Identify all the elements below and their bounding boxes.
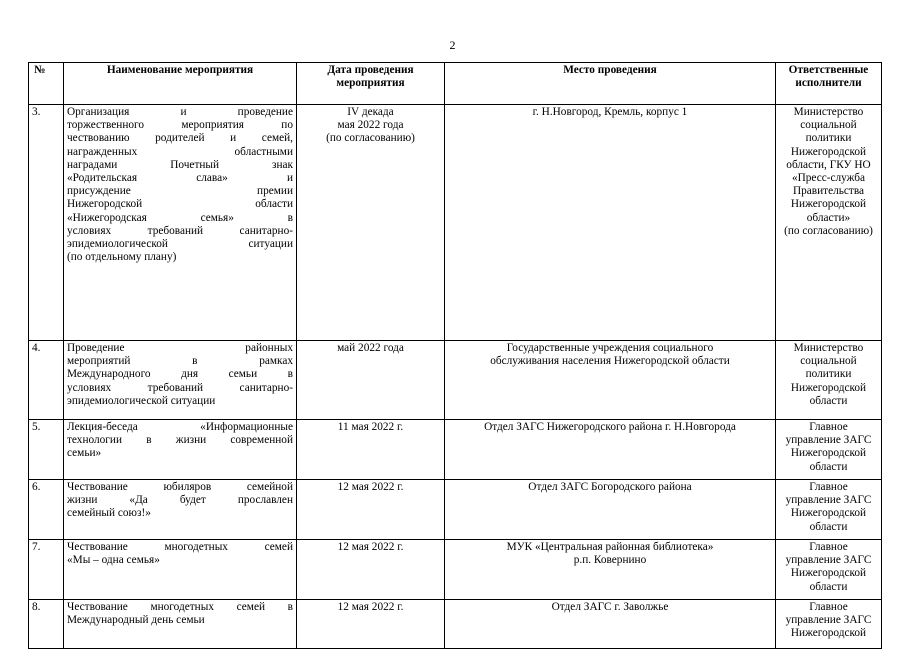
event-responsible-cell-line: Нижегородской: [790, 447, 867, 460]
table-body: [29, 105, 882, 649]
event-responsible-cell-line: социальной политики: [800, 355, 857, 381]
event-responsible-cell-line: области: [809, 394, 848, 407]
event-responsible-cell-line: управление ЗАГС: [785, 554, 872, 567]
header-responsible-line: Ответственные: [788, 64, 869, 76]
event-responsible-cell-line: Нижегородской: [790, 567, 867, 580]
event-name-cell-line: (по отдельному плану): [67, 251, 177, 264]
event-date-cell-line: 12 мая 2022 г.: [337, 601, 404, 613]
event-name-cell-line: условиях требований санитарно-: [67, 381, 293, 394]
event-name-cell-line: семьи»: [67, 447, 102, 460]
event-name-cell-line: чествованию родителей и семей,: [67, 132, 293, 145]
event-date-cell-line: IV декада: [347, 106, 394, 118]
event-date-cell: [297, 540, 445, 600]
event-name-cell-line: технологии в жизни современной: [67, 434, 293, 447]
event-responsible-cell-line: области, ГКУ НО: [786, 158, 871, 171]
event-responsible-cell-line: Главное: [809, 541, 848, 553]
event-name-cell: [64, 420, 297, 480]
header-event-name: Наименование мероприятия: [64, 63, 297, 105]
event-responsible-cell-line: Министерство: [793, 106, 864, 118]
event-name-cell-line: условиях требований санитарно-: [67, 224, 293, 237]
event-name-cell-line: Чествование юбиляров семейной: [67, 481, 293, 493]
event-name-cell: [64, 480, 297, 540]
event-place-cell-line: р.п. Ковернино: [573, 554, 647, 567]
event-responsible-cell-line: области: [809, 580, 848, 593]
event-name-cell-line: жизни «Да будет прославлен: [67, 494, 293, 507]
event-responsible-cell-line: управление ЗАГС: [785, 434, 872, 447]
event-responsible-cell-line: (по согласованию): [784, 224, 873, 237]
event-responsible-cell-line: Нижегородской: [790, 507, 867, 520]
table-header-row: [29, 63, 882, 105]
table-row: [29, 540, 882, 600]
event-place-cell: [445, 341, 776, 420]
event-name-cell-line: Лекция-беседа «Информационные: [67, 421, 293, 433]
event-responsible-cell: [776, 600, 882, 649]
event-name-cell-line: Нижегородской области: [67, 198, 293, 211]
event-responsible-cell-line: Нижегородской: [790, 381, 867, 394]
event-responsible-cell-line: области»: [806, 211, 851, 224]
event-place-cell-line: Отдел ЗАГС г. Заволжье: [551, 601, 669, 613]
events-table: [28, 62, 882, 649]
table-row: [29, 341, 882, 420]
event-name-cell: [64, 341, 297, 420]
event-place-cell-line: МУК «Центральная районная библиотека»: [506, 541, 714, 553]
event-name-cell-line: «Мы – одна семья»: [67, 554, 160, 567]
row-number: 5.: [29, 420, 64, 480]
event-responsible-cell-line: Главное: [809, 601, 848, 613]
event-responsible-cell-line: социальной политики: [800, 119, 857, 145]
event-name-cell-line: Международного дня семьи в: [67, 368, 293, 381]
event-responsible-cell-line: области: [809, 520, 848, 533]
table-row: [29, 600, 882, 649]
event-name-cell-line: наградами Почетный знак: [67, 158, 293, 171]
table-row: [29, 105, 882, 341]
event-place-cell: [445, 480, 776, 540]
header-responsible-line: исполнители: [795, 77, 862, 90]
event-place-cell-line: г. Н.Новгород, Кремль, корпус 1: [532, 106, 688, 118]
event-responsible-cell-line: управление ЗАГС: [785, 494, 872, 507]
event-date-cell-line: 12 мая 2022 г.: [337, 481, 404, 493]
row-number: 8.: [29, 600, 64, 649]
header-place: Место проведения: [445, 63, 776, 105]
event-name-cell-line: эпидемиологической ситуации: [67, 238, 293, 251]
event-date-cell: [297, 600, 445, 649]
event-name-cell-line: «Нижегородская семья» в: [67, 211, 293, 224]
event-name-cell: [64, 600, 297, 649]
event-name-cell: [64, 105, 297, 341]
event-date-cell-line: 11 мая 2022 г.: [337, 421, 404, 433]
event-responsible-cell-line: Нижегородской: [790, 627, 867, 640]
event-name-cell-line: «Родительская слава» и: [67, 172, 293, 185]
event-responsible-cell-line: Правительства: [792, 185, 865, 198]
event-responsible-cell: [776, 341, 882, 420]
event-place-cell: [445, 105, 776, 341]
event-date-cell-line: мая 2022 года: [337, 119, 404, 132]
event-date-cell-line: (по согласованию): [326, 132, 415, 145]
event-place-cell: [445, 600, 776, 649]
event-responsible-cell-line: Нижегородской: [790, 198, 867, 211]
event-date-cell: [297, 105, 445, 341]
event-responsible-cell-line: Нижегородской: [790, 145, 867, 158]
event-date-cell: [297, 420, 445, 480]
event-date-cell: [297, 480, 445, 540]
event-responsible-cell: [776, 105, 882, 341]
event-date-cell-line: май 2022 года: [337, 342, 404, 354]
event-name-cell-line: Чествование многодетных семей в: [67, 601, 293, 613]
event-date-cell-line: 12 мая 2022 г.: [337, 541, 404, 553]
event-name-cell-line: Проведение районных: [67, 342, 293, 354]
page-number: 2: [449, 38, 456, 52]
event-responsible-cell-line: управление ЗАГС: [785, 614, 872, 627]
event-name-cell-line: торжественного мероприятия по: [67, 119, 293, 132]
header-date-line: Дата проведения: [327, 64, 414, 76]
row-number: 4.: [29, 341, 64, 420]
event-name-cell-line: Организация и проведение: [67, 106, 293, 118]
event-responsible-cell-line: Главное: [809, 421, 848, 433]
event-responsible-cell-line: области: [809, 460, 848, 473]
header-date-line: мероприятия: [336, 77, 405, 90]
event-name-cell-line: награжденных областными: [67, 145, 293, 158]
event-responsible-cell: [776, 540, 882, 600]
event-name-cell: [64, 540, 297, 600]
header-number: №: [29, 63, 64, 105]
event-place-cell-line: Отдел ЗАГС Богородского района: [528, 481, 692, 493]
event-date-cell: [297, 341, 445, 420]
event-place-cell: [445, 420, 776, 480]
header-date: [297, 63, 445, 105]
event-place-cell-line: Отдел ЗАГС Нижегородского района г. Н.Новгорода: [484, 421, 736, 433]
event-place-cell-line: Государственные учреждения социального: [506, 342, 714, 354]
event-name-cell-line: эпидемиологической ситуации: [67, 394, 216, 407]
table-row: [29, 420, 882, 480]
table-row: [29, 480, 882, 540]
row-number: 6.: [29, 480, 64, 540]
event-place-cell-line: обслуживания населения Нижегородской области: [490, 355, 730, 368]
event-name-cell-line: присуждение премии: [67, 185, 293, 198]
event-place-cell: [445, 540, 776, 600]
event-responsible-cell-line: Министерство: [793, 342, 864, 354]
event-responsible-cell-line: «Пресс-служба: [791, 172, 866, 185]
event-responsible-cell: [776, 420, 882, 480]
row-number: 3.: [29, 105, 64, 341]
event-name-cell-line: Международный день семьи: [67, 614, 205, 627]
row-number: 7.: [29, 540, 64, 600]
event-responsible-cell-line: Главное: [809, 481, 848, 493]
header-responsible: [776, 63, 882, 105]
event-responsible-cell: [776, 480, 882, 540]
event-name-cell-line: мероприятий в рамках: [67, 355, 293, 368]
event-name-cell-line: семейный союз!»: [67, 507, 151, 520]
event-name-cell-line: Чествование многодетных семей: [67, 541, 293, 553]
